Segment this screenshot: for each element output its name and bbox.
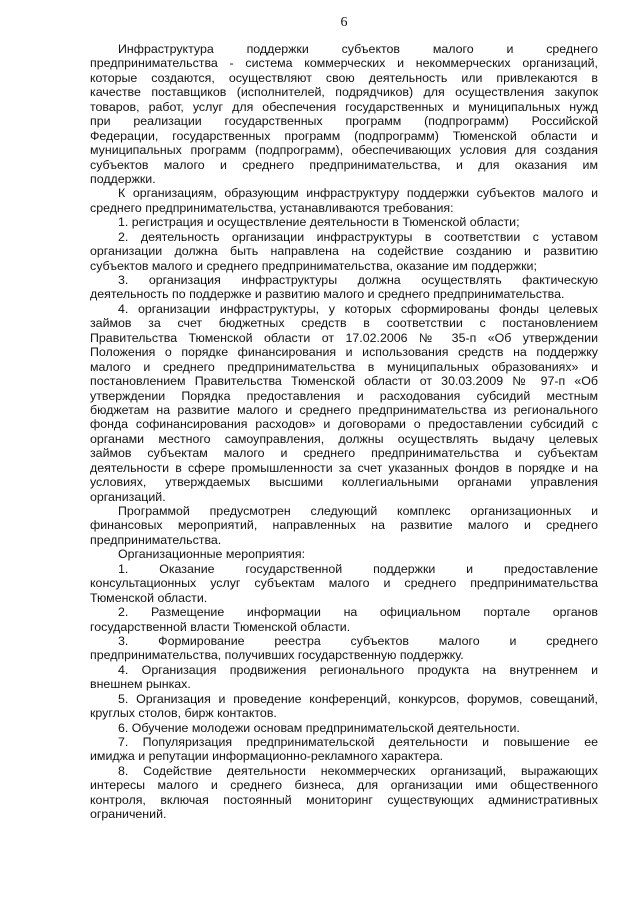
text-line: при реализации государственных программ (подпрограмм) Российской bbox=[90, 114, 598, 129]
text-line: муниципальных программ (подпрограмм), обеспечивающих условия для создания bbox=[90, 143, 598, 158]
text-line: внешнем рынках. bbox=[90, 677, 191, 692]
text-line: 2. Размещение информации на официальном портале органов bbox=[118, 605, 598, 620]
text-line: 2. деятельность организации инфраструктуры в соответствии с уставом bbox=[118, 229, 598, 244]
text-line: субъектов малого и среднего предпринимательства, оказание им поддержки; bbox=[90, 258, 537, 273]
text-line: малого и среднего предпринимательства в муниципальных образованиях» и bbox=[90, 359, 598, 374]
text-line: займов субъектам малого и среднего предпринимательства и субъектам bbox=[90, 446, 598, 461]
text-line: организаций. bbox=[90, 489, 166, 504]
text-line: предпринимательства, получивших государственную поддержку. bbox=[90, 648, 464, 663]
text-line: займов за счет бюджетных средств в соответствии с постановлением bbox=[90, 316, 598, 331]
text-line: Правительства Тюменской области от 17.02.2006 № 35-п «Об утверждении bbox=[90, 330, 598, 345]
text-line: среднего предпринимательства, устанавливаются требования: bbox=[90, 200, 454, 215]
text-line: Федерации, государственных программ (подпрограмм) Тюменской области и bbox=[90, 128, 598, 143]
text-line: ограничений. bbox=[90, 807, 167, 822]
text-line: 4. Организация продвижения регионального продукта на внутреннем и bbox=[118, 662, 598, 677]
text-line: которые создаются, осуществляют свою деятельность или привлекаются в bbox=[90, 70, 598, 85]
text-line: круглых столов, бирж контактов. bbox=[90, 706, 277, 721]
text-line: 6. Обучение молодежи основам предпринимательской деятельности. bbox=[118, 720, 520, 735]
text-line: поддержки. bbox=[90, 171, 156, 186]
text-line: 4. организации инфраструктуры, у которых сформированы фонды целевых bbox=[118, 301, 598, 316]
text-line: фонда софинансирования расходов» и договорами о предоставлении субсидий с bbox=[90, 417, 598, 432]
text-line: бюджетам на развитие малого и среднего предпринимательства из регионального bbox=[90, 402, 598, 417]
text-line: деятельность по поддержке и развитию малого и среднего предпринимательства. bbox=[90, 287, 565, 302]
text-line: 7. Популяризация предпринимательской деятельности и повышение ее bbox=[118, 735, 598, 749]
text-line: предпринимательства. bbox=[90, 532, 222, 547]
text-line: товаров, работ, услуг для обеспечения государственных и муниципальных нужд bbox=[90, 99, 598, 114]
text-line: 1. регистрация и осуществление деятельности в Тюменской области; bbox=[118, 215, 520, 230]
text-line: 3. Формирование реестра субъектов малого и среднего bbox=[118, 633, 598, 648]
text-line: Тюменской области. bbox=[90, 590, 208, 605]
text-line: Инфраструктура поддержки субъектов малого и среднего bbox=[118, 42, 598, 56]
text-line: Программой предусмотрен следующий комплекс организационных и bbox=[118, 504, 598, 518]
text-line: 3. организация инфраструктуры должна осуществлять фактическую bbox=[118, 273, 598, 287]
text-line: органами местного самоуправления, должны осуществлять выдачу целевых bbox=[90, 431, 598, 446]
text-line: субъектов малого и среднего предпринимательства, и для оказания им bbox=[90, 157, 598, 172]
text-line: Положения о порядке финансирования и использования средств на поддержку bbox=[90, 345, 598, 360]
text-line: качестве поставщиков (исполнителей, подрядчиков) для осуществления закупок bbox=[90, 85, 598, 100]
text-line: организации должна быть направлена на содействие созданию и развитию bbox=[90, 244, 598, 259]
document-body bbox=[90, 42, 598, 822]
text-line: 8. Содействие деятельности некоммерческих организаций, выражающих bbox=[118, 763, 598, 778]
text-line: консультационных услуг субъектам малого и среднего предпринимательства bbox=[90, 576, 598, 591]
text-line: Организационные мероприятия: bbox=[118, 547, 306, 562]
text-line: контроля, включая постоянный мониторинг существующих административных bbox=[90, 792, 598, 807]
text-line: имиджа и репутации информационно-рекламного характера. bbox=[90, 749, 444, 764]
text-line: финансовых мероприятий, направленных на развитие малого и среднего bbox=[90, 518, 598, 533]
text-line: постановлением Правительства Тюменской области от 30.03.2009 № 97-п «Об bbox=[90, 374, 598, 389]
page-number: 6 bbox=[340, 15, 348, 30]
text-line: К организациям, образующим инфраструктуру поддержки субъектов малого и bbox=[118, 186, 598, 201]
text-line: государственной власти Тюменской области. bbox=[90, 619, 351, 634]
text-line: условиях, утверждаемых высшими коллегиальными органами управления bbox=[90, 475, 598, 490]
text-line: предпринимательства - система коммерческих и некоммерческих организаций, bbox=[90, 56, 598, 71]
text-line: 5. Организация и проведение конференций, конкурсов, форумов, совещаний, bbox=[118, 691, 598, 706]
text-line: деятельности в сфере промышленности за счет указанных фондов в порядке и на bbox=[90, 460, 598, 475]
document-page bbox=[90, 14, 598, 822]
text-line: утверждении Порядка предоставления и расходования субсидий местным bbox=[90, 388, 598, 403]
text-line: интересы малого и среднего бизнеса, для организации ими общественного bbox=[90, 778, 598, 793]
text-line: 1. Оказание государственной поддержки и предоставление bbox=[118, 561, 598, 576]
